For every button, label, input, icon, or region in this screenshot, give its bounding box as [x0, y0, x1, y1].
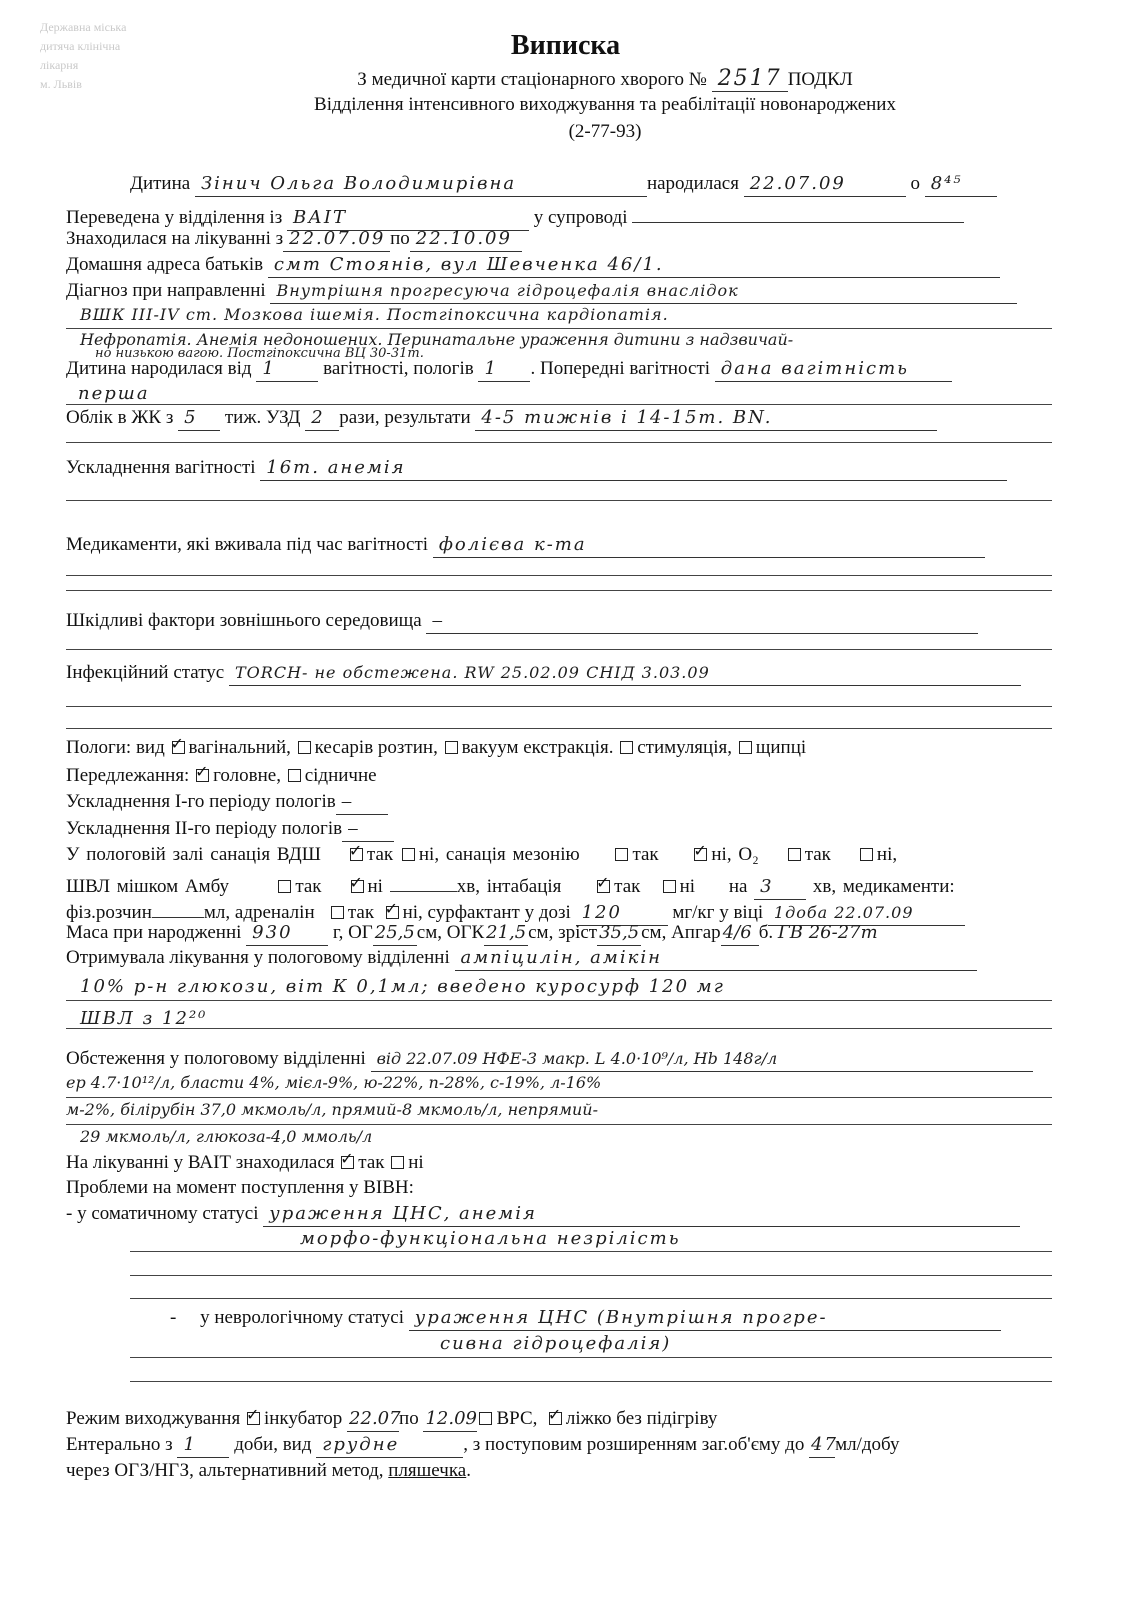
volume-unit: мл/добу — [835, 1434, 900, 1455]
yes-label: так — [295, 876, 322, 897]
department-code: ПОДКЛ — [787, 69, 853, 90]
birth-number: 1 — [478, 357, 530, 382]
checkbox-sanation-no[interactable] — [402, 848, 415, 861]
checkbox-intubation-no[interactable] — [663, 880, 676, 893]
complications-value: 16т. анемія — [260, 456, 1007, 481]
checkbox-cesarean[interactable] — [298, 741, 311, 754]
medications-value: фолієва к-та — [433, 533, 985, 558]
surfactant-dose: 120 — [576, 901, 668, 926]
feeding-type: грудне — [316, 1433, 463, 1458]
feeding-day: 1 — [177, 1433, 229, 1458]
birth-params-row — [66, 921, 878, 946]
incubator-from: 22.07 — [347, 1407, 399, 1432]
period2-value: – — [342, 817, 394, 842]
rule-line — [66, 649, 1052, 650]
checkbox-oxygen-no[interactable] — [860, 848, 873, 861]
feeding-method-row — [66, 1459, 471, 1483]
ultrasound-results: 4-5 тижнів і 14-15т. ВN. — [475, 406, 937, 431]
born-label: народилася — [646, 173, 739, 194]
rule-line — [66, 1124, 1052, 1125]
gestational-age: ГВ 26-27т — [777, 922, 878, 943]
no-label: ні, — [402, 902, 423, 923]
feeding-type-label: доби, вид — [234, 1434, 312, 1455]
no-label: ні, — [876, 844, 898, 865]
previous-label: . Попередні вагітності — [530, 358, 711, 379]
checkbox-sanation-yes[interactable] — [350, 848, 363, 861]
treatment-row — [66, 946, 977, 971]
checkbox-bed[interactable] — [549, 1412, 562, 1425]
previous-pregnancies: дана вагітність — [715, 357, 952, 382]
exams-row — [66, 1047, 1033, 1072]
vait-label: На лікуванні у ВАІТ знаходилася — [66, 1152, 335, 1173]
checkbox-vacuum[interactable] — [445, 741, 458, 754]
ultrasound-times: 2 — [305, 406, 339, 431]
card-number-line — [0, 66, 1131, 92]
department-name: Відділення інтенсивного виходжування та реабілітації новонароджених — [314, 94, 896, 115]
treatment-line: 10% р-н глюкози, віт К 0,1мл; введено куросурф 120 мг — [80, 976, 725, 997]
diagnosis-line: Нефропатія. Анемія недоношених. Перинатальне ураження дитини з надзвичай- — [80, 330, 794, 349]
ultrasound-label: тиж. УЗД — [224, 407, 301, 428]
stamp-line: дитяча клінічна — [40, 39, 121, 53]
harmful-label: Шкідливі фактори зовнішнього середовища — [66, 610, 422, 631]
period1-value: – — [336, 790, 388, 815]
rule-line — [130, 1275, 1052, 1276]
mass-label: Маса при народженні — [66, 922, 242, 943]
surfactant-age: 1доба 22.07.09 — [768, 901, 965, 926]
vait-row — [66, 1151, 424, 1175]
birth-date: 22.07.09 — [744, 172, 906, 197]
complications-label: Ускладнення вагітності — [66, 457, 256, 478]
card-number: 2517 — [712, 66, 788, 92]
registry-weeks: 5 — [178, 406, 220, 431]
ambu-label: ШВЛ мішком Амбу — [66, 876, 230, 897]
checkbox-stimulation[interactable] — [620, 741, 633, 754]
child-name: Зінич Ольга Володимирівна — [195, 172, 647, 197]
regime-row — [66, 1407, 717, 1432]
period2-label: Ускладнення ІІ-го періоду пологів — [66, 818, 343, 839]
yes-label: так — [366, 844, 394, 865]
rule-line — [130, 1357, 1052, 1358]
rule-line — [66, 575, 1052, 576]
checkbox-vait-no[interactable] — [391, 1156, 404, 1169]
card-number-label: З медичної карти стаціонарного хворого № — [357, 69, 707, 90]
checkbox-breech[interactable] — [288, 769, 301, 782]
stay-from: 22.07.09 — [283, 227, 390, 252]
option-cesarean: кесарів розтин, — [314, 737, 438, 758]
escort-label: у супроводі — [533, 207, 628, 228]
no-label: ні — [408, 1152, 424, 1173]
transfer-from: ВАІТ — [287, 206, 529, 231]
apgar-label: см, Апгар — [641, 922, 721, 943]
checkbox-forceps[interactable] — [739, 741, 752, 754]
medications-row — [66, 533, 985, 558]
escort-value — [632, 200, 964, 223]
department-phone: (2-77-93) — [568, 121, 642, 142]
yes-label: так — [358, 1152, 385, 1173]
presentation-row — [66, 764, 377, 788]
diagnosis-line: ВШК III-IV ст. Мозкова ішемія. Постгіпоксична кардіопатія. — [80, 305, 669, 324]
diagnosis-row — [66, 279, 1017, 304]
exam-line: ер 4.7·10¹²/л, бласти 4%, мієл-9%, ю-22%, п-28%, с-19%, л-16% — [66, 1073, 602, 1092]
checkbox-incubator[interactable] — [247, 1412, 260, 1425]
rule-line — [66, 728, 1052, 729]
infection-row — [66, 661, 1021, 686]
chest-circ-label: см, ОГК — [416, 922, 485, 943]
somatic-row — [66, 1202, 1020, 1227]
meconium-label: санація мезонію — [445, 844, 580, 865]
pregnancy-label: Дитина народилася від — [66, 358, 252, 379]
address-value: смт Стоянів, вул Шевченка 46/1. — [268, 253, 1000, 278]
rule-line — [66, 404, 1052, 405]
address-row — [66, 253, 1000, 278]
treatment-label: Отримувала лікування у пологовому відділенні — [66, 947, 450, 968]
child-label: Дитина — [130, 173, 191, 194]
to-label: по — [399, 1408, 419, 1429]
checkbox-oxygen-yes[interactable] — [788, 848, 801, 861]
period2-row — [66, 817, 394, 842]
neuro-row — [170, 1306, 1001, 1331]
checkbox-ambu-yes[interactable] — [278, 880, 291, 893]
rule-line — [66, 328, 1052, 329]
infection-label: Інфекційний статус — [66, 662, 225, 683]
exam-line: 29 мкмоль/л, глюкоза-4,0 ммоль/л — [80, 1127, 373, 1146]
checkbox-adrenaline-no[interactable] — [386, 906, 399, 919]
feeding-method-label: через ОГЗ/НГЗ, альтернативний метод, — [66, 1460, 384, 1481]
rule-line — [130, 1298, 1052, 1299]
period-mark: . — [466, 1460, 471, 1481]
diagnosis-line: Внутрішня прогресуюча гідроцефалія внаслідок — [270, 279, 1017, 304]
previous-pregnancies-cont: перша — [78, 383, 150, 404]
incubator-label: інкубатор — [263, 1408, 343, 1429]
option-forceps: щипці — [755, 737, 807, 758]
rule-line — [130, 1251, 1052, 1252]
head-circumference: 25,5 — [373, 921, 417, 946]
results-label: рази, результати — [339, 407, 471, 428]
saline-value — [152, 895, 204, 918]
yes-label: так — [347, 902, 375, 923]
intubation-label: хв, інтабація — [456, 876, 562, 897]
bullet-dash: - — [170, 1307, 177, 1328]
checkbox-meconium-no[interactable] — [694, 848, 707, 861]
checkbox-intubation-yes[interactable] — [597, 880, 610, 893]
feeding-label: Ентерально з — [66, 1434, 173, 1455]
registry-row — [66, 406, 937, 431]
period1-row — [66, 790, 388, 815]
yes-label: так — [632, 844, 659, 865]
exam-line: м-2%, білірубін 37,0 мкмоль/л, прямий-8 мкмоль/л, непрямий- — [66, 1100, 599, 1119]
checkbox-ambu-no[interactable] — [351, 880, 364, 893]
stay-to: 22.10.09 — [410, 227, 522, 252]
bed-label: ліжко без підігріву — [565, 1408, 718, 1429]
birth-height: 35,5 — [597, 921, 641, 946]
checkbox-meconium-yes[interactable] — [615, 848, 628, 861]
rule-line — [66, 442, 1052, 443]
birth-mass: 930 — [246, 921, 328, 946]
rule-line — [66, 706, 1052, 707]
infection-value: TORCH- не обстежена. RW 25.02.09 СНІД 3.03.09 — [229, 661, 1021, 686]
points-label: б. — [758, 922, 774, 943]
intubation-minute: 3 — [754, 875, 806, 900]
stamp-line: Державна міська — [40, 20, 127, 34]
medications-label: Медикаменти, які вживала під час вагітності — [66, 534, 429, 555]
checkbox-vrs[interactable] — [479, 1412, 492, 1425]
option-stimulation: стимуляція, — [637, 737, 732, 758]
chest-circumference: 21,5 — [484, 921, 528, 946]
option-breech: сідничне — [304, 765, 377, 786]
somatic-status: ураження ЦНС, анемія — [263, 1202, 1020, 1227]
checkbox-head[interactable] — [196, 769, 209, 782]
regime-label: Режим виходжування — [66, 1408, 241, 1429]
treatment-line: ампіцилін, амікін — [455, 946, 977, 971]
adrenaline-label: мл, адреналін — [203, 902, 315, 923]
diagnosis-line: но низькою вагою. Постгіпоксична ВЦ 30-31т. — [95, 346, 424, 361]
exam-line: від 22.07.09 НФЕ-3 макр. L 4.0·10⁹/л, Hb 148г/л — [371, 1047, 1033, 1072]
ambu-minutes — [390, 869, 457, 892]
checkbox-adrenaline-yes[interactable] — [331, 906, 344, 919]
neuro-status: ураження ЦНС (Внутрішня прогре- — [409, 1306, 1001, 1331]
apgar-score: 4/6 — [721, 921, 759, 946]
medications-at-birth-label: хв, медикаменти: — [812, 876, 955, 897]
presentation-label: Передлежання: — [66, 765, 190, 786]
checkbox-vait-yes[interactable] — [341, 1156, 354, 1169]
delivery-label: Пологи: вид — [66, 737, 165, 758]
yes-label: так — [804, 844, 831, 865]
somatic-label: - у соматичному статусі — [66, 1203, 259, 1224]
feeding-volume-label: , з поступовим розширенням заг.об'єму до — [463, 1434, 805, 1455]
sanation-label: У пологовій залі санація ВДШ — [66, 844, 321, 865]
option-head: головне, — [213, 765, 281, 786]
births-label: вагітності, пологів — [323, 358, 474, 379]
rule-line — [66, 1000, 1052, 1001]
surfactant-label: сурфактант у дозі — [427, 902, 571, 923]
stamp-line: лікарня — [40, 58, 79, 72]
neuro-status-cont: сивна гідроцефалія) — [440, 1333, 672, 1354]
at-label: на — [728, 876, 748, 897]
surfactant-age-label: мг/кг у віці — [672, 902, 764, 923]
no-label: ні — [679, 876, 696, 897]
rule-line — [66, 590, 1052, 591]
bottle-option: пляшечка — [388, 1460, 467, 1481]
pregnancy-row — [66, 357, 952, 382]
no-label: ні — [367, 876, 383, 897]
delivery-row — [66, 736, 806, 760]
exams-label: Обстеження у пологовому відділенні — [66, 1048, 366, 1069]
option-vaginal: вагінальний, — [188, 737, 291, 758]
rule-line — [130, 1381, 1052, 1382]
oxygen-label: O₂ — [738, 844, 759, 865]
document-title: Виписка — [510, 30, 621, 61]
head-circ-label: г, ОГ — [332, 922, 373, 943]
height-label: см, зріст — [528, 922, 598, 943]
birth-time: 8⁴⁵ — [925, 172, 997, 197]
stay-to-label: по — [390, 228, 410, 249]
complications-row — [66, 456, 1007, 481]
feeding-volume: 47 — [809, 1433, 835, 1458]
harmful-value: – — [426, 609, 978, 634]
rule-line — [66, 1028, 1052, 1029]
incubator-to: 12.09 — [423, 1407, 477, 1432]
treatment-line: ШВЛ з 12²⁰ — [80, 1008, 208, 1029]
period1-label: Ускладнення І-го періоду пологів — [66, 791, 336, 812]
sanation-row — [66, 843, 897, 867]
rule-line — [66, 500, 1052, 501]
no-label: ні, — [418, 844, 440, 865]
feeding-row — [66, 1433, 899, 1458]
yes-label: так — [614, 876, 641, 897]
problems-row: Проблеми на момент поступлення у ВІВН: — [66, 1177, 414, 1198]
vrs-label: ВРС, — [496, 1408, 538, 1429]
registry-label: Облік в ЖК з — [66, 407, 174, 428]
harmful-row — [66, 609, 978, 634]
no-label: ні, — [711, 844, 732, 865]
stay-label: Знаходилася на лікуванні з — [66, 228, 284, 249]
child-row — [130, 172, 997, 197]
stay-row — [66, 227, 522, 252]
time-label: о — [910, 173, 920, 194]
rule-line — [66, 1097, 1052, 1098]
pregnancy-number: 1 — [256, 357, 318, 382]
transfer-label: Переведена у відділення із — [66, 207, 283, 228]
somatic-status-cont: морфо-функціональна незрілість — [300, 1228, 681, 1249]
neuro-label: у неврологічному статусі — [200, 1307, 405, 1328]
stamp-line: м. Львів — [40, 77, 82, 91]
checkbox-vaginal[interactable] — [172, 741, 185, 754]
saline-label: фіз.розчин — [66, 902, 152, 923]
diagnosis-label: Діагноз при направленні — [66, 280, 266, 301]
option-vacuum: вакуум екстракція. — [461, 737, 614, 758]
address-label: Домашня адреса батьків — [66, 254, 264, 275]
